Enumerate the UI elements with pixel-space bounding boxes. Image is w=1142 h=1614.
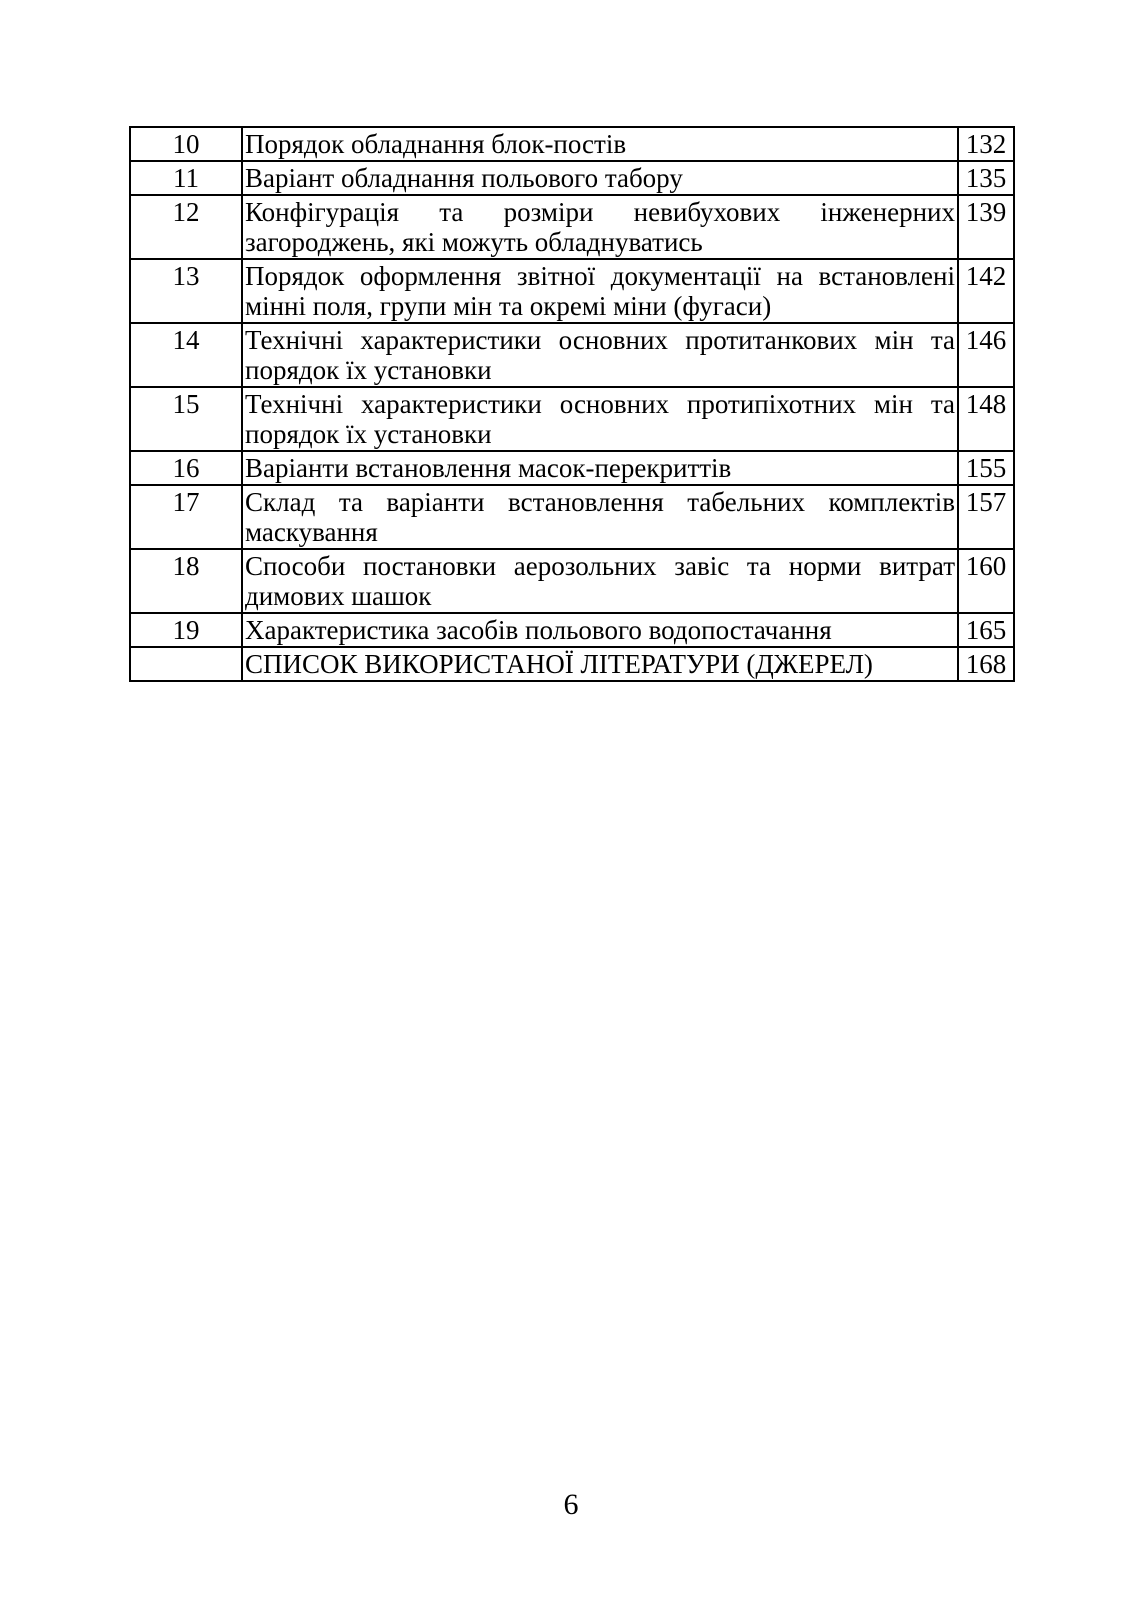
row-page-number: 146 [958,323,1014,387]
row-page-number: 135 [958,161,1014,195]
table-row [130,127,1014,161]
row-title: Порядок оформлення звітної документації на встановлені мінні поля, групи мін та окремі міни (фугаси) [242,259,958,323]
row-number: 17 [130,485,242,549]
row-title: Конфігурація та розміри невибухових інженерних загороджень, які можуть обладнуватись [242,195,958,259]
table-row [130,259,1014,323]
row-title: Технічні характеристики основних протипіхотних мін та порядок їх установки [242,387,958,451]
table-row [130,387,1014,451]
row-number: 16 [130,451,242,485]
row-page-number: 148 [958,387,1014,451]
row-number: 12 [130,195,242,259]
row-page-number: 155 [958,451,1014,485]
row-title: Технічні характеристики основних протитанкових мін та порядок їх установки [242,323,958,387]
row-page-number: 168 [958,647,1014,681]
row-page-number: 132 [958,127,1014,161]
row-number: 13 [130,259,242,323]
page-number-footer: 6 [563,1488,579,1521]
table-row [130,549,1014,613]
row-title: Склад та варіанти встановлення табельних комплектів маскування [242,485,958,549]
row-title: Варіанти встановлення масок-перекриттів [242,451,958,485]
row-page-number: 142 [958,259,1014,323]
table-row [130,451,1014,485]
table-row [130,195,1014,259]
table-row [130,323,1014,387]
row-number: 19 [130,613,242,647]
table-row [130,647,1014,681]
row-number: 18 [130,549,242,613]
row-title: Варіант обладнання польового табору [242,161,958,195]
row-number: 14 [130,323,242,387]
table-row [130,485,1014,549]
row-page-number: 160 [958,549,1014,613]
row-title: Способи постановки аерозольних завіс та норми витрат димових шашок [242,549,958,613]
row-number: 15 [130,387,242,451]
row-number [130,647,242,681]
row-page-number: 157 [958,485,1014,549]
row-title: Порядок обладнання блок-постів [242,127,958,161]
table-row [130,613,1014,647]
toc-table-body [130,127,1014,681]
row-number: 11 [130,161,242,195]
row-page-number: 165 [958,613,1014,647]
toc-table [129,126,1015,682]
table-row [130,161,1014,195]
row-title: Характеристика засобів польового водопостачання [242,613,958,647]
row-number: 10 [130,127,242,161]
row-title: СПИСОК ВИКОРИСТАНОЇ ЛІТЕРАТУРИ (ДЖЕРЕЛ) [242,647,958,681]
row-page-number: 139 [958,195,1014,259]
